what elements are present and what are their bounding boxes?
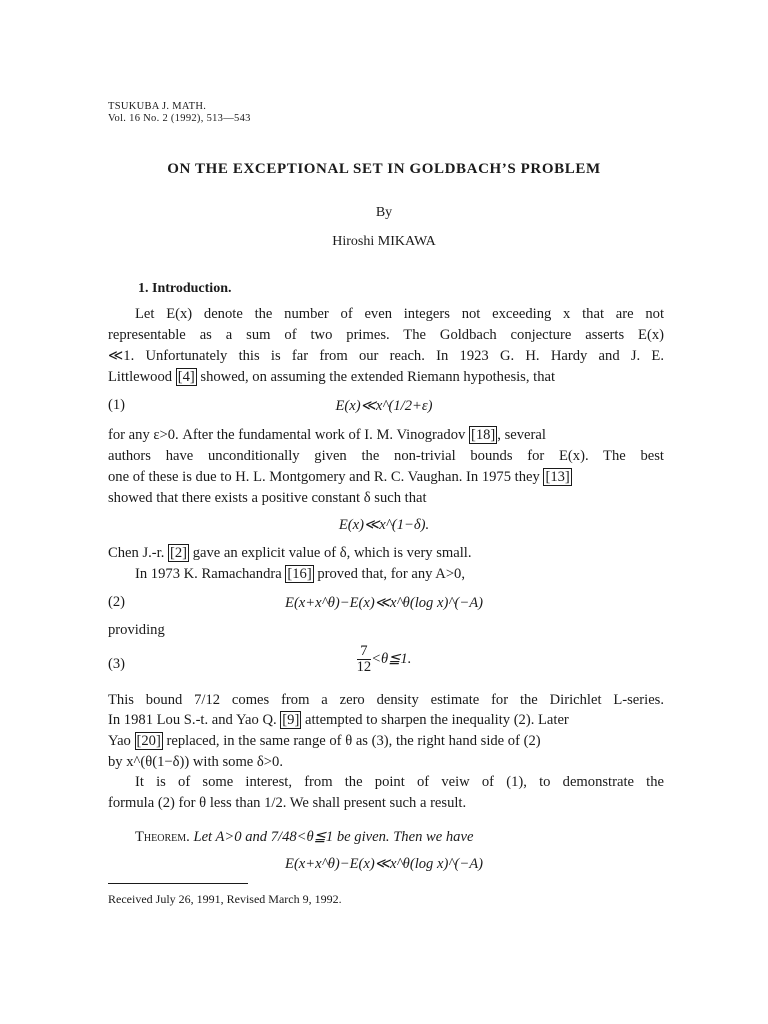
p4-line-4: by x^(θ(1−δ)) with some δ>0.: [108, 754, 283, 770]
citation-link[interactable]: [13]: [545, 469, 570, 485]
journal-volume: Vol. 16 No. 2 (1992), 513—543: [108, 113, 251, 124]
theorem-formula: E(x+x^θ)−E(x)≪x^θ(log x)^(−A): [285, 856, 483, 872]
equation-number: (1): [108, 397, 126, 413]
p4-line-2: In 1981 Lou S.-t. and Yao Q. [9] attempted to sharpen the inequality (2). Later: [108, 712, 569, 728]
equation-number: (2): [108, 594, 126, 610]
citation-link[interactable]: [9]: [282, 712, 300, 728]
equation-2: E(x+x^θ)−E(x)≪x^θ(log x)^(−A): [285, 595, 483, 611]
theorem-statement: [135, 828, 664, 846]
by-line: By: [375, 205, 393, 220]
citation-link[interactable]: [20]: [136, 733, 161, 749]
equation-unnumbered: E(x)≪x^(1−δ).: [338, 517, 430, 533]
p2-line-3: one of these is due to H. L. Montgomery and R. C. Vaughan. In 1975 they [13]: [108, 469, 570, 485]
theorem-text: Let A>0 and 7/48<θ≦1 be given. Then we have: [193, 829, 474, 845]
p2-line-4: showed that there exists a positive constant δ such that: [108, 490, 427, 506]
journal-name: TSUKUBA J. MATH.: [108, 101, 207, 112]
p2-line-1: for any ε>0. After the fundamental work of I. M. Vinogradov [18] , several: [108, 427, 546, 443]
p2-line-2: authors have unconditionally given the non-trivial bounds for E(x). The best: [108, 448, 664, 464]
p4-line-5: It is of some interest, from the point of veiw of (1), to demonstrate the: [135, 774, 664, 790]
equation-3: $\frac{7}{12}$ <θ≦1.: [356, 643, 412, 675]
citation-link[interactable]: [16]: [287, 566, 312, 582]
p1-line-3: ≪1. Unfortunately this is far from our reach. In 1923 G. H. Hardy and J. E.: [108, 348, 664, 364]
citation-link[interactable]: [2]: [170, 545, 188, 561]
footnote: Received July 26, 1991, Revised March 9, 1992.: [108, 892, 342, 906]
p3-line-1: Chen J.-r. [2] gave an explicit value of δ, which is very small.: [108, 545, 472, 561]
author-last-name: MIKAWA: [377, 234, 436, 249]
p3-line-2: In 1973 K. Ramachandra [16] proved that, for any A>0,: [135, 566, 465, 582]
p1-line-4: Littlewood [4] showed, on assuming the extended Riemann hypothesis, that: [108, 369, 556, 385]
paper-title: ON THE EXCEPTIONAL SET IN GOLDBACH’S PROBLEM: [167, 161, 601, 177]
equation-1: E(x)≪x^(1/2+ε): [335, 398, 433, 414]
footnote-rule: [108, 883, 248, 884]
theorem-label: Theorem.: [135, 829, 190, 845]
p1-line-1: Let E(x) denote the number of even integers not exceeding x that are not: [135, 306, 664, 322]
journal-header: [108, 101, 251, 125]
author-first-name: Hiroshi: [332, 234, 375, 249]
providing-text: providing: [108, 622, 165, 638]
author-name: [0, 234, 768, 250]
citation-link[interactable]: [4]: [177, 369, 195, 385]
p4-line-6: formula (2) for θ less than 1/2. We shall present such a result.: [108, 795, 467, 811]
citation-link[interactable]: [18]: [470, 427, 496, 443]
p4-line-3: Yao [20] replaced, in the same range of θ as (3), the right hand side of (2): [108, 733, 541, 749]
section-heading: 1. Introduction.: [138, 281, 232, 296]
p4-line-1: This bound 7/12 comes from a zero density estimate for the Dirichlet L-series.: [108, 692, 664, 708]
fraction: $\frac{7}{12}$: [356, 643, 372, 675]
p1-line-2: representable as a sum of two primes. The Goldbach conjecture asserts E(x): [108, 327, 664, 343]
equation-number: (3): [108, 656, 126, 672]
